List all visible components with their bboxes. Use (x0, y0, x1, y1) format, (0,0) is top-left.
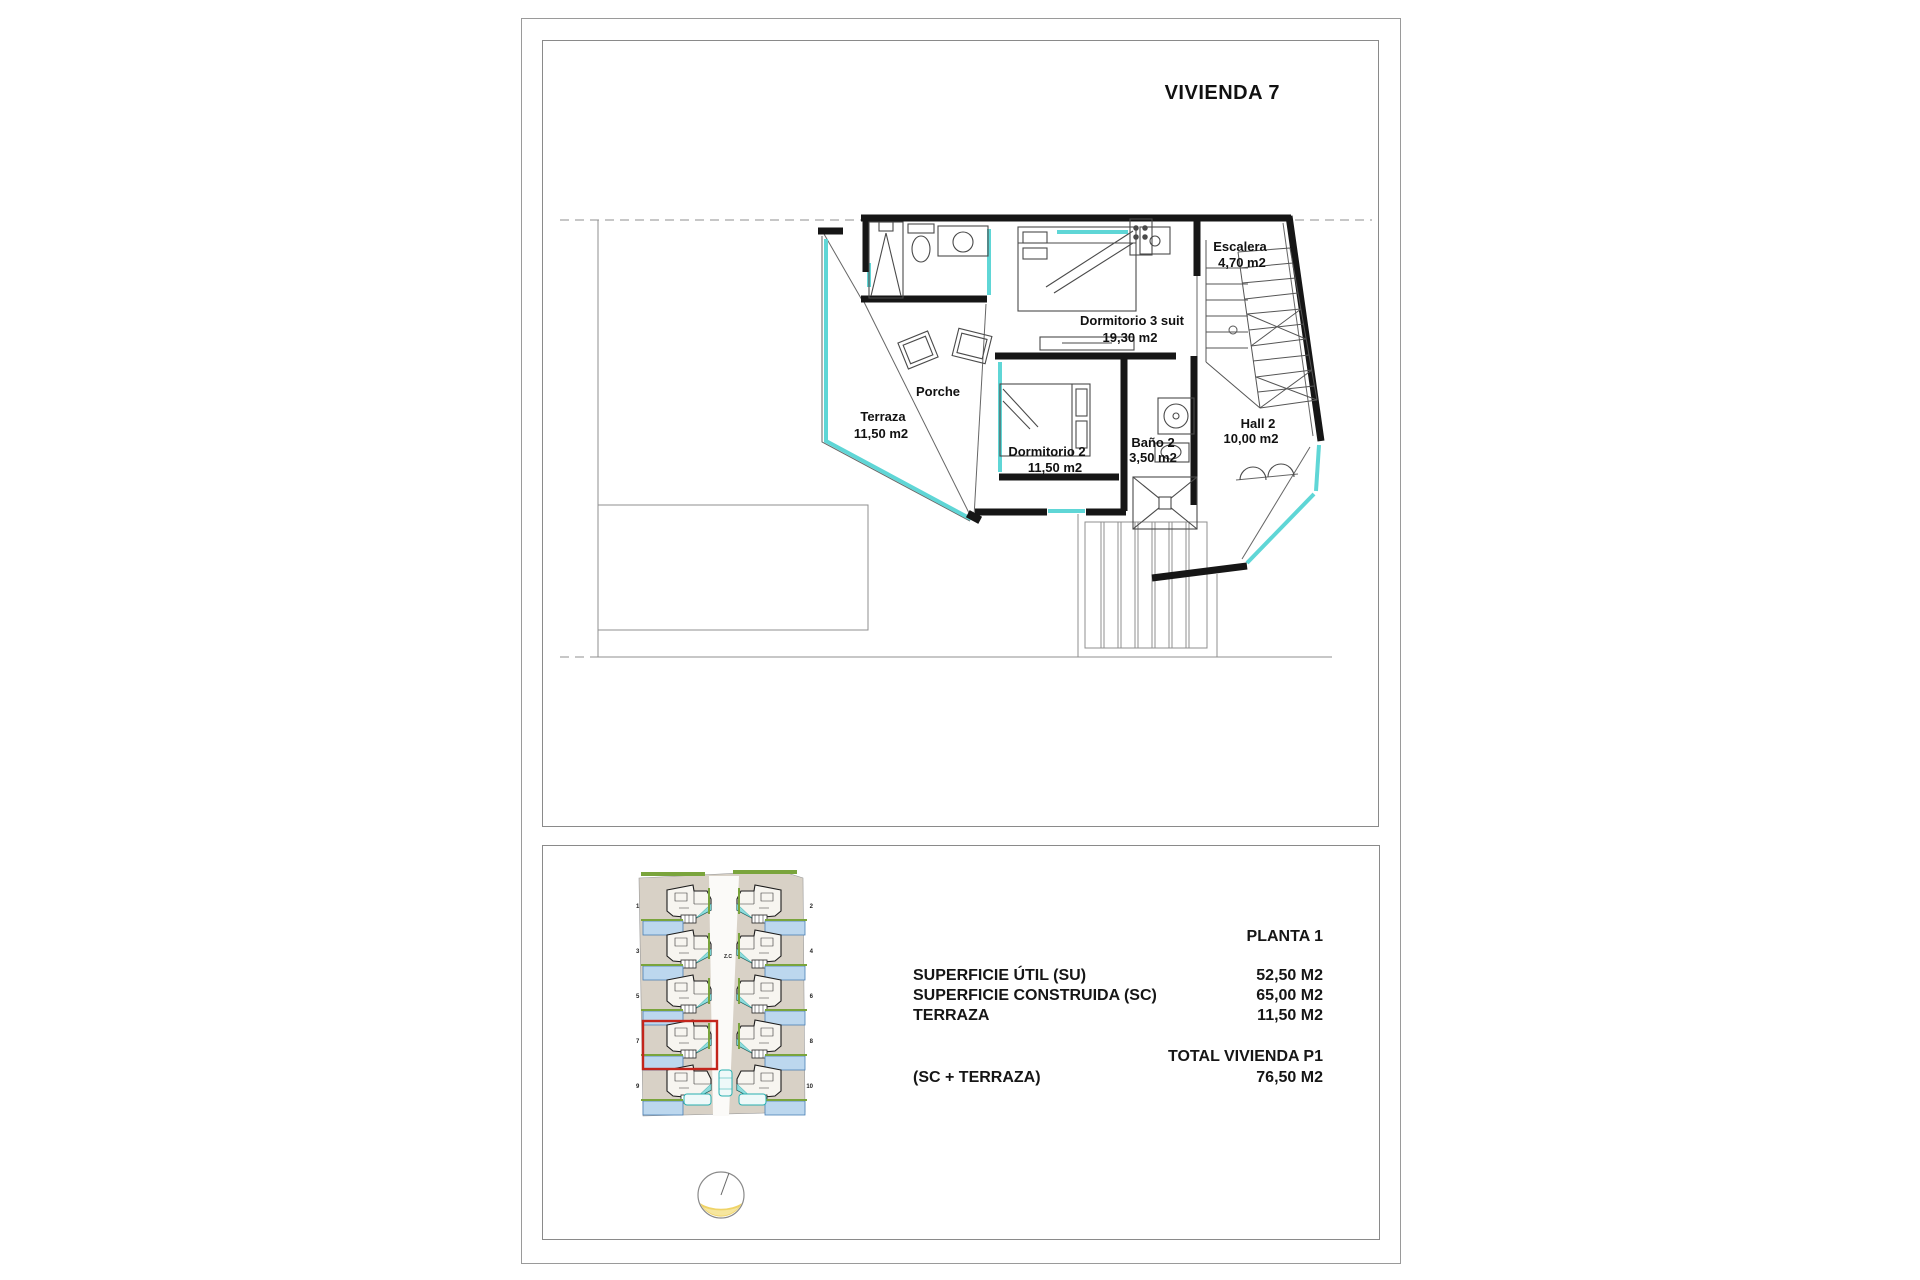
nightstand (1140, 227, 1170, 254)
summary-row-label: SUPERFICIE ÚTIL (SU) (913, 967, 1087, 984)
pool-outline (598, 505, 868, 630)
summary-row-label: TERRAZA (913, 1007, 990, 1024)
summary-heading: PLANTA 1 (1246, 928, 1323, 945)
bed-dormitorio3 (1018, 227, 1136, 311)
pool (643, 1101, 683, 1115)
room-label-dormitorio2: Dormitorio 2 (1008, 444, 1086, 459)
unit-number: 10 (806, 1084, 813, 1090)
room-label-escalera: Escalera (1213, 239, 1267, 254)
room-area-dormitorio2: 11,50 m2 (1027, 460, 1083, 475)
car-garage-right (739, 1094, 766, 1105)
summary-row-value: 11,50 M2 (1257, 1007, 1323, 1024)
room-area-terraza: 11,50 m2 (853, 426, 909, 441)
car-garage-left (684, 1094, 711, 1105)
hedge (733, 870, 797, 874)
toilet (908, 224, 934, 233)
unit-number: 8 (809, 1039, 813, 1045)
unit-number: 1 (636, 904, 640, 910)
summary-total-value: 76,50 M2 (1256, 1069, 1323, 1086)
unit-number: 2 (809, 904, 813, 910)
floor-plan-drawing (542, 40, 1378, 826)
unit-number: 7 (636, 1039, 640, 1045)
room-label-porche: Porche (915, 384, 961, 399)
closet-arcs (1240, 464, 1294, 480)
unit-number: 5 (636, 994, 640, 1000)
pool (765, 1101, 805, 1115)
room-area-bano2: 3,50 m2 (1129, 450, 1177, 465)
north-compass (692, 1166, 750, 1224)
room-area-escalera: 4,70 m2 (1218, 255, 1266, 270)
summary-row-label: SUPERFICIE CONSTRUIDA (SC) (913, 987, 1157, 1004)
car-on-road (719, 1070, 732, 1096)
room-area-dormitorio3: 19,30 m2 (1102, 330, 1158, 345)
room-label-hall2: Hall 2 (1240, 416, 1276, 431)
center-label: Z.C (723, 954, 733, 960)
unit-number: 6 (809, 994, 813, 1000)
plan-title: VIVIENDA 7 (1164, 82, 1280, 104)
room-area-hall2: 10,00 m2 (1223, 431, 1279, 446)
room-label-bano2: Baño 2 (1131, 435, 1175, 450)
room-label-dormitorio3: Dormitorio 3 suit (1079, 313, 1185, 328)
porch-chair (952, 328, 992, 363)
site-plan-thumbnail (633, 868, 815, 1120)
unit-number: 4 (809, 949, 813, 955)
summary-total-label: (SC + TERRAZA) (913, 1069, 1041, 1086)
summary-row-value: 52,50 M2 (1256, 967, 1323, 984)
summary-total-heading: TOTAL VIVIENDA P1 (1168, 1048, 1323, 1065)
bathroom2-sink (1158, 398, 1194, 434)
room-label-terraza: Terraza (860, 409, 906, 424)
pergola-slats (1101, 522, 1189, 648)
summary-row-value: 65,00 M2 (1256, 987, 1323, 1004)
hedge (641, 872, 705, 876)
porch-chair (898, 331, 938, 369)
unit-number: 3 (636, 949, 640, 955)
unit-number: 9 (636, 1084, 640, 1090)
